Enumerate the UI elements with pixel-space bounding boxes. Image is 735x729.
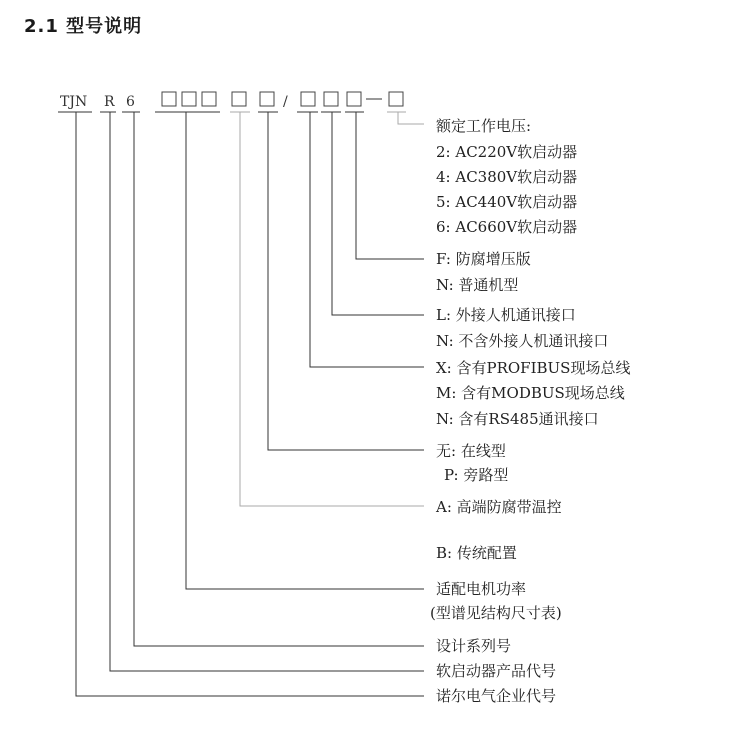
code-box-power-2 [182,92,196,106]
leader-env [356,112,424,259]
env-option-f: F: 防腐增压版 [436,250,531,268]
hmi-option-n: N: 不含外接人机通讯接口 [436,332,609,350]
bypass-option-p: P: 旁路型 [444,466,509,484]
bypass-option-none: 无: 在线型 [436,442,506,460]
series-desc: 设计系列号 [436,637,512,655]
bus-option-x: X: 含有PROFIBUS现场总线 [436,359,631,377]
voltage-option-4: 4: AC380V软启动器 [436,168,578,186]
code-separator: / [283,94,288,110]
power-desc: 适配电机功率 [436,580,527,598]
code-series: 6 [126,94,135,110]
bus-option-m: M: 含有MODBUS现场总线 [436,384,625,402]
leader-voltage [398,112,424,124]
code-product: R [104,94,115,110]
company-desc: 诺尔电气企业代号 [436,687,557,705]
code-box-hmi [324,92,338,106]
voltage-option-6: 6: AC660V软启动器 [436,218,578,236]
hmi-option-l: L: 外接人机通讯接口 [436,306,576,324]
product-desc: 软启动器产品代号 [436,662,557,680]
section-title: 2.1 型号说明 [24,16,143,37]
voltage-option-2: 2: AC220V软启动器 [436,143,578,161]
code-box-voltage [389,92,403,106]
leader-hmi [332,112,424,315]
code-box-power-1 [162,92,176,106]
power-note: (型谱见结构尺寸表) [430,604,562,622]
code-box-power-3 [202,92,216,106]
option-b: B: 传统配置 [436,544,517,562]
leader-series [134,112,424,646]
code-company: TJN [60,94,88,110]
env-option-n: N: 普通机型 [436,276,519,294]
bus-option-n: N: 含有RS485通讯接口 [436,410,599,428]
code-box-bus [301,92,315,106]
leader-power [186,112,424,589]
leader-bus [310,112,424,367]
option-a: A: 高端防腐带温控 [436,498,562,516]
code-box-bypass [260,92,274,106]
voltage-heading: 额定工作电压: [436,117,532,135]
leader-bypass [268,112,424,450]
voltage-option-5: 5: AC440V软启动器 [436,193,578,211]
leader-product [110,112,424,671]
code-box-option [232,92,246,106]
leader-company [76,112,424,696]
code-box-env [347,92,361,106]
